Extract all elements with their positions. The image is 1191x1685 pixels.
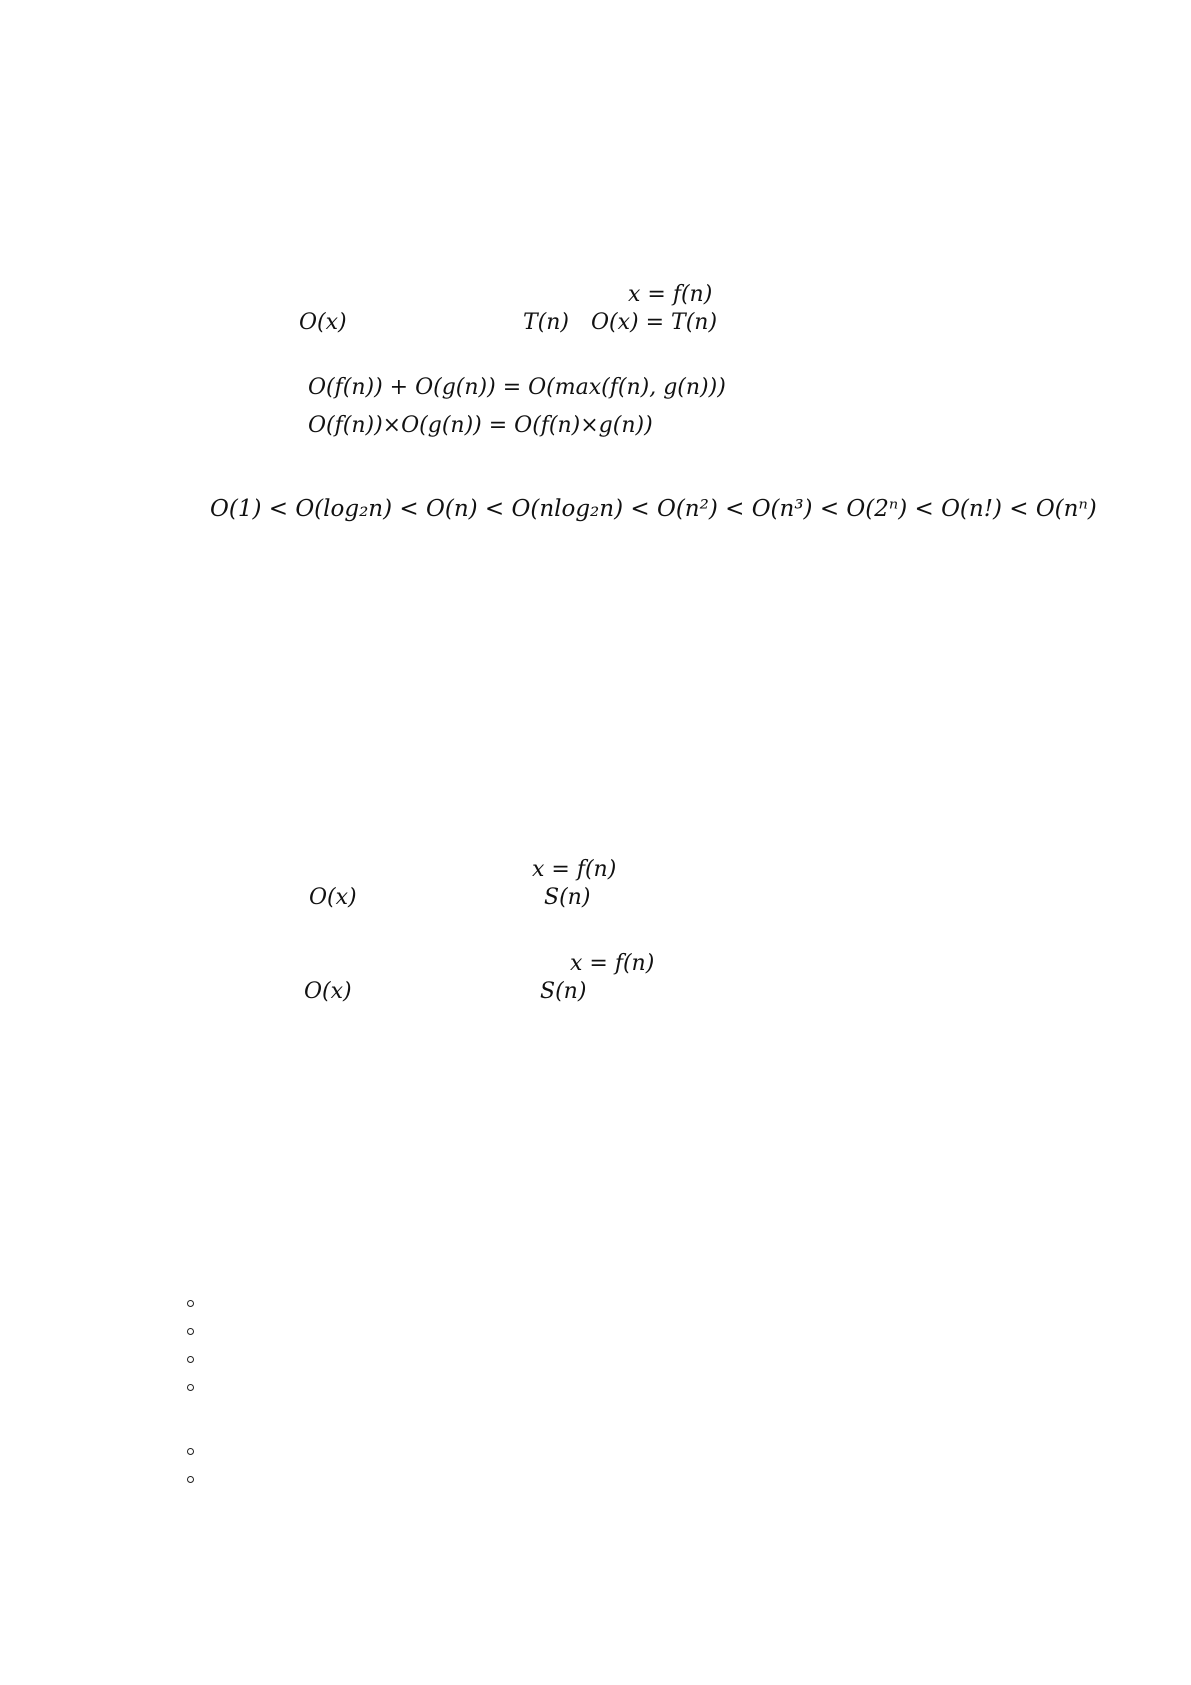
formula-addition-rule: O(f(n)) + O(g(n)) = O(max(f(n), g(n))) — [308, 375, 726, 400]
formula-x-eq-fn-3: x = f(n) — [570, 951, 655, 976]
formula-x-eq-fn-2: x = f(n) — [532, 857, 617, 882]
formula-multiplication-rule: O(f(n))×O(g(n)) = O(f(n)×g(n)) — [308, 413, 653, 438]
list-bullet — [187, 1328, 194, 1335]
formula-t-n: T(n) — [523, 310, 570, 335]
list-bullet — [187, 1356, 194, 1363]
formula-s-n-2: S(n) — [540, 979, 587, 1004]
formula-complexity-ordering: O(1) < O(log₂n) < O(n) < O(nlog₂n) < O(n²) < O(n³) < O(2ⁿ) < O(n!) < O(nⁿ) — [210, 496, 1097, 522]
formula-o-x: O(x) — [299, 310, 347, 335]
formula-o-x-eq-t-n: O(x) = T(n) — [591, 310, 718, 335]
list-bullet — [187, 1448, 194, 1455]
list-bullet — [187, 1476, 194, 1483]
formula-s-n: S(n) — [544, 885, 591, 910]
formula-x-eq-fn: x = f(n) — [628, 282, 713, 307]
formula-o-x-3: O(x) — [304, 979, 352, 1004]
list-bullet — [187, 1300, 194, 1307]
formula-o-x-2: O(x) — [309, 885, 357, 910]
list-bullet — [187, 1384, 194, 1391]
